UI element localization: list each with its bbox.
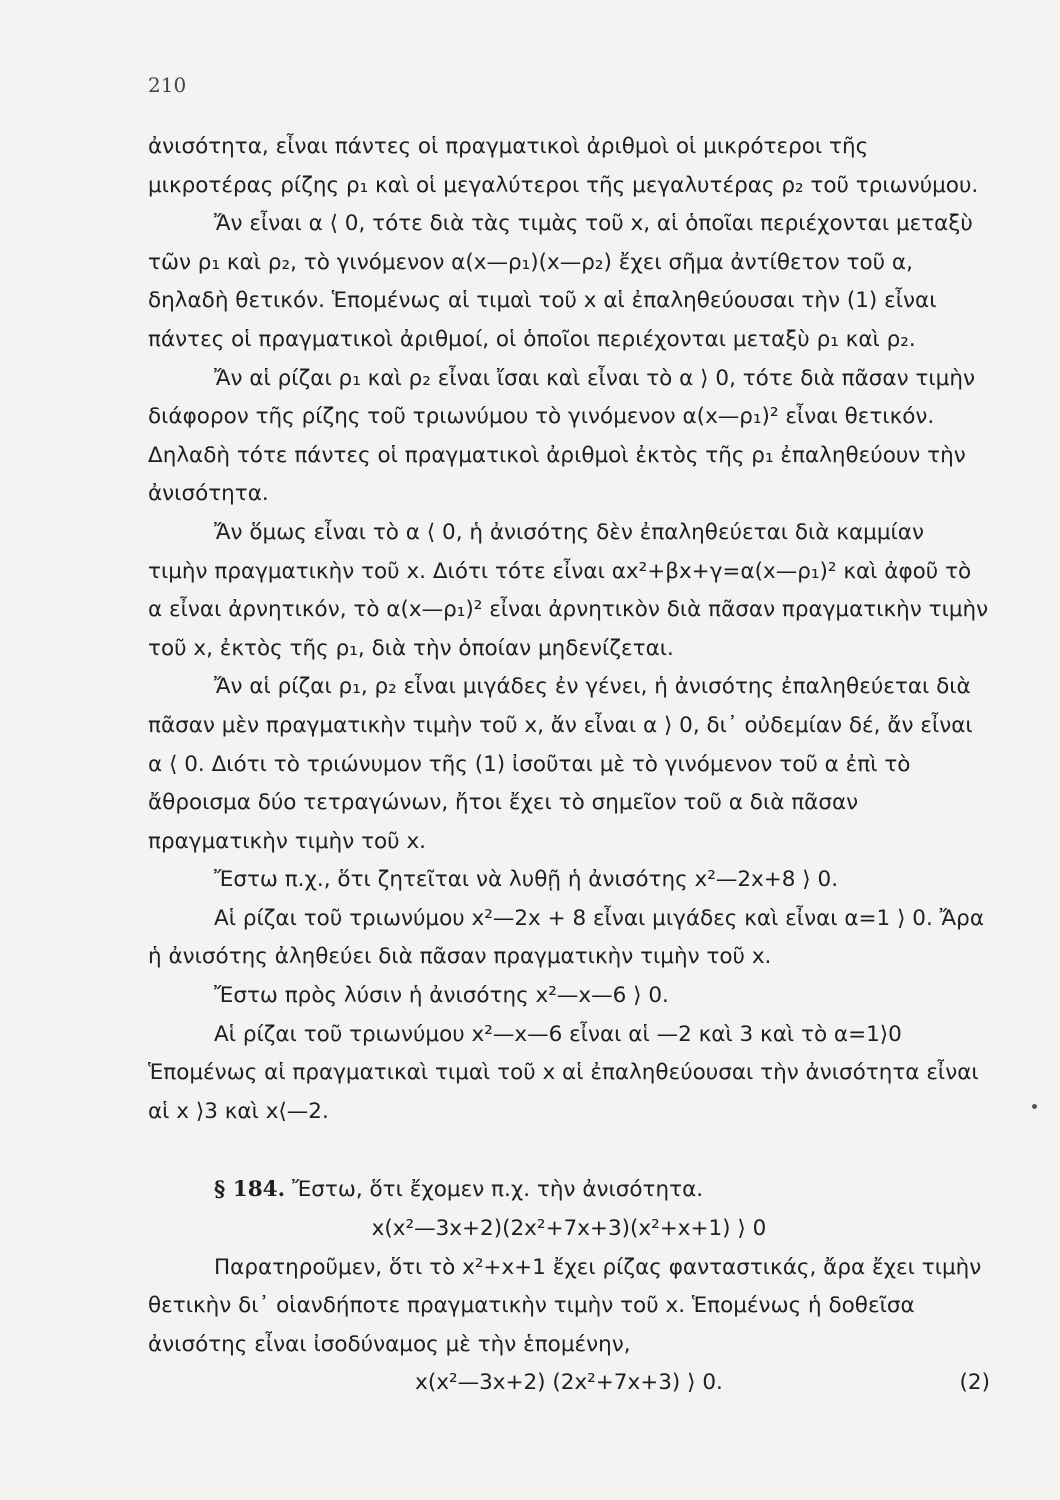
paragraph-6: Ἔστω π.χ., ὅτι ζητεῖται νὰ λυθῇ ἡ ἀνισότης x²—2x+8 ⟩ 0. (214, 867, 839, 893)
paragraph-8: Ἔστω πρὸς λύσιν ἡ ἀνισότης x²—x—6 ⟩ 0. (214, 983, 669, 1009)
section-184-intro (148, 1171, 990, 1210)
section-intro-text: Ἔστω, ὅτι ἔχομεν π.χ. τὴν ἀνισότητα. (291, 1177, 704, 1203)
paragraph-7: Αἱ ρίζαι τοῦ τριωνύμου x²—2x + 8 εἶναι μιγάδες καὶ εἶναι α=1 ⟩ 0. Ἄρα ἡ ἀνισότης ἀληθεύει διὰ πᾶσαν πραγματικὴν τιμὴν τοῦ x. (148, 905, 984, 970)
equation-1: x(x²—3x+2)(2x²+7x+3)(x²+x+1) ⟩ 0 (371, 1216, 767, 1242)
equation-2 (148, 1364, 990, 1403)
paragraph-3: Ἄν αἱ ρίζαι ρ₁ καὶ ρ₂ εἶναι ἴσαι καὶ εἶναι τὸ α ⟩ 0, τότε διὰ πᾶσαν τιμὴν διάφορον τῆς ρίζης τοῦ τριωνύμου τὸ γινόμενον α(x—ρ₁)² εἶναι θετικόν. Δηλαδὴ τότε πάντες οἱ πραγματικοὶ ἀριθμοὶ ἐκτὸς τῆς ρ₁ ἐπαληθεύουν τὴν ἀνισότητα. (148, 365, 975, 507)
section-label: § 184. (214, 1177, 286, 1203)
scan-mark (1032, 1104, 1037, 1109)
paragraph-9: Αἱ ρίζαι τοῦ τριωνύμου x²—x—6 εἶναι αἱ —2 καὶ 3 καὶ τὸ α=1⟩0 Ἑπομένως αἱ πραγματικαὶ τιμαὶ τοῦ x αἱ ἐπαληθεύουσαι τὴν ἀνισότητα εἶναι αἱ x ⟩3 καὶ x⟨—2. (148, 1021, 979, 1124)
paragraph-5: Ἄν αἱ ρίζαι ρ₁, ρ₂ εἶναι μιγάδες ἐν γένει, ἡ ἀνισότης ἐπαληθεύεται διὰ πᾶσαν μὲν πραγματικὴν τιμὴν τοῦ x, ἄν εἶναι α ⟩ 0, δι᾽ οὐδεμίαν δέ, ἄν εἶναι α ⟨ 0. Διότι τὸ τριώνυμον τῆς (1) ἰσοῦται μὲ τὸ γινόμενον τοῦ α ἐπὶ τὸ ἄθροισμα δύο τετραγώνων, ἤτοι ἔχει τὸ σημεῖον τοῦ α διὰ πᾶσαν πραγματικὴν τιμὴν τοῦ x. (148, 674, 973, 854)
paragraph-2: Ἄν εἶναι α ⟨ 0, τότε διὰ τὰς τιμὰς τοῦ x, αἱ ὁποῖαι περιέχονται μεταξὺ τῶν ρ₁ καὶ ρ₂, τὸ γινόμενον α(x—ρ₁)(x—ρ₂) ἔχει σῆμα ἀντίθετον τοῦ α, δηλαδὴ θετικόν. Ἑπομένως αἱ τιμαὶ τοῦ x αἱ ἐπαληθεύουσαι τὴν (1) εἶναι πάντες οἱ πραγματικοὶ ἀριθμοί, οἱ ὁποῖοι περιέχονται μεταξὺ ρ₁ καὶ ρ₂. (148, 211, 973, 352)
equation-2-number: (2) (959, 1370, 990, 1396)
paragraph-4: Ἄν ὅμως εἶναι τὸ α ⟨ 0, ἡ ἀνισότης δὲν ἐπαληθεύεται διὰ καμμίαν τιμὴν πραγματικὴν τοῦ x. Διότι τότε εἶναι αx²+βx+γ=α(x—ρ₁)² καὶ ἀφοῦ τὸ α εἶναι ἀρνητικόν, τὸ α(x—ρ₁)² εἶναι ἀρνητικὸν διὰ πᾶσαν πραγματικὴν τιμὴν τοῦ x, ἐκτὸς τῆς ρ₁, διὰ τὴν ὁποίαν μηδενίζεται. (148, 519, 989, 661)
paragraph-1: ἀνισότητα, εἶναι πάντες οἱ πραγματικοὶ ἀριθμοὶ οἱ μικρότεροι τῆς μικροτέρας ρίζης ρ₁ καὶ οἱ μεγαλύτεροι τῆς μεγαλυτέρας ρ₂ τοῦ τριωνύμου. (148, 134, 979, 198)
page-body (148, 128, 990, 1403)
page-number: 210 (148, 73, 187, 97)
section-paragraph: Παρατηροῦμεν, ὅτι τὸ x²+x+1 ἔχει ρίζας φανταστικάς, ἄρα ἔχει τιμὴν θετικὴν δι᾽ οἱανδήποτε πραγματικὴν τιμὴν τοῦ x. Ἑπομένως ἡ δοθεῖσα ἀνισότης εἶναι ἰσοδύναμος μὲ τὴν ἑπομένην, (148, 1254, 982, 1357)
equation-2-text: x(x²—3x+2) (2x²+7x+3) ⟩ 0. (415, 1370, 723, 1396)
